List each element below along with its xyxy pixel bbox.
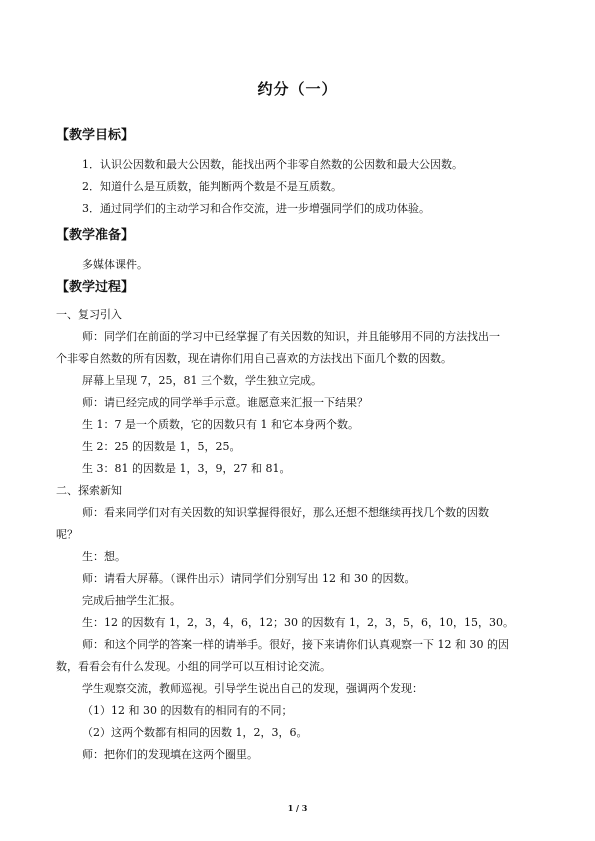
section-heading-prep: 【教学准备】	[56, 228, 135, 243]
paragraph-line: 学生观察交流，教师巡视。引导学生说出自己的发现，强调两个发现：	[82, 682, 423, 695]
paragraph-line: 师：请已经完成的同学举手示意。谁愿意来汇报一下结果？	[82, 396, 368, 409]
section-heading-goals: 【教学目标】	[56, 128, 135, 143]
paragraph-line: 师：同学们在前面的学习中已经掌握了有关因数的知识，并且能够用不同的方法找出一	[82, 330, 500, 343]
paragraph-line: 师：把你们的发现填在这两个圈里。	[82, 748, 258, 761]
paragraph-line: 师：和这个同学的答案一样的请举手。很好，接下来请你们认真观察一下 12 和 30 的因	[82, 638, 509, 651]
part-heading: 一、复习引入	[56, 308, 122, 321]
paragraph-line: 师：看来同学们对有关因数的知识掌握得很好，那么还想不想继续再找几个数的因数	[82, 506, 489, 519]
paragraph-line: 生 2：25 的因数是 1，5，25。	[82, 440, 241, 453]
prep-text: 多媒体课件。	[82, 258, 148, 271]
goal-item: 2．知道什么是互质数，能判断两个数是不是互质数。	[82, 180, 342, 193]
paragraph-line: 生 3：81 的因数是 1，3，9，27 和 81。	[82, 462, 291, 475]
paragraph-line: 数，看看会有什么发现。小组的同学可以互相讨论交流。	[56, 660, 331, 673]
paragraph-line: 生：12 的因数有 1，2，3，4，6，12；30 的因数有 1，2，3，5，6，10，15，30。	[82, 616, 514, 629]
goal-item: 1．认识公因数和最大公因数，能找出两个非零自然数的公因数和最大公因数。	[82, 158, 463, 171]
paragraph-line: 呢？	[56, 528, 78, 541]
paragraph-line: 生 1：7 是一个质数，它的因数只有 1 和它本身两个数。	[82, 418, 359, 431]
paragraph-line: 屏幕上呈现 7，25，81 三个数，学生独立完成。	[82, 374, 322, 387]
section-heading-process: 【教学过程】	[56, 280, 135, 295]
paragraph-line: 生：想。	[82, 550, 126, 563]
paragraph-line: （1）12 和 30 的因数有的相同有的不同；	[82, 704, 293, 717]
document-title: 约分（一）	[257, 80, 338, 98]
paragraph-line: （2）这两个数都有相同的因数 1，2，3，6。	[82, 726, 308, 739]
paragraph-line: 个非零自然数的所有因数，现在请你们用自己喜欢的方法找出下面几个数的因数。	[56, 352, 452, 365]
part-heading: 二、探索新知	[56, 484, 122, 497]
paragraph-line: 师：请看大屏幕。（课件出示）请同学们分别写出 12 和 30 的因数。	[82, 572, 416, 585]
page-number: 1 / 3	[287, 803, 308, 813]
goal-item: 3．通过同学们的主动学习和合作交流，进一步增强同学们的成功体验。	[82, 202, 430, 215]
paragraph-line: 完成后抽学生汇报。	[82, 594, 181, 607]
